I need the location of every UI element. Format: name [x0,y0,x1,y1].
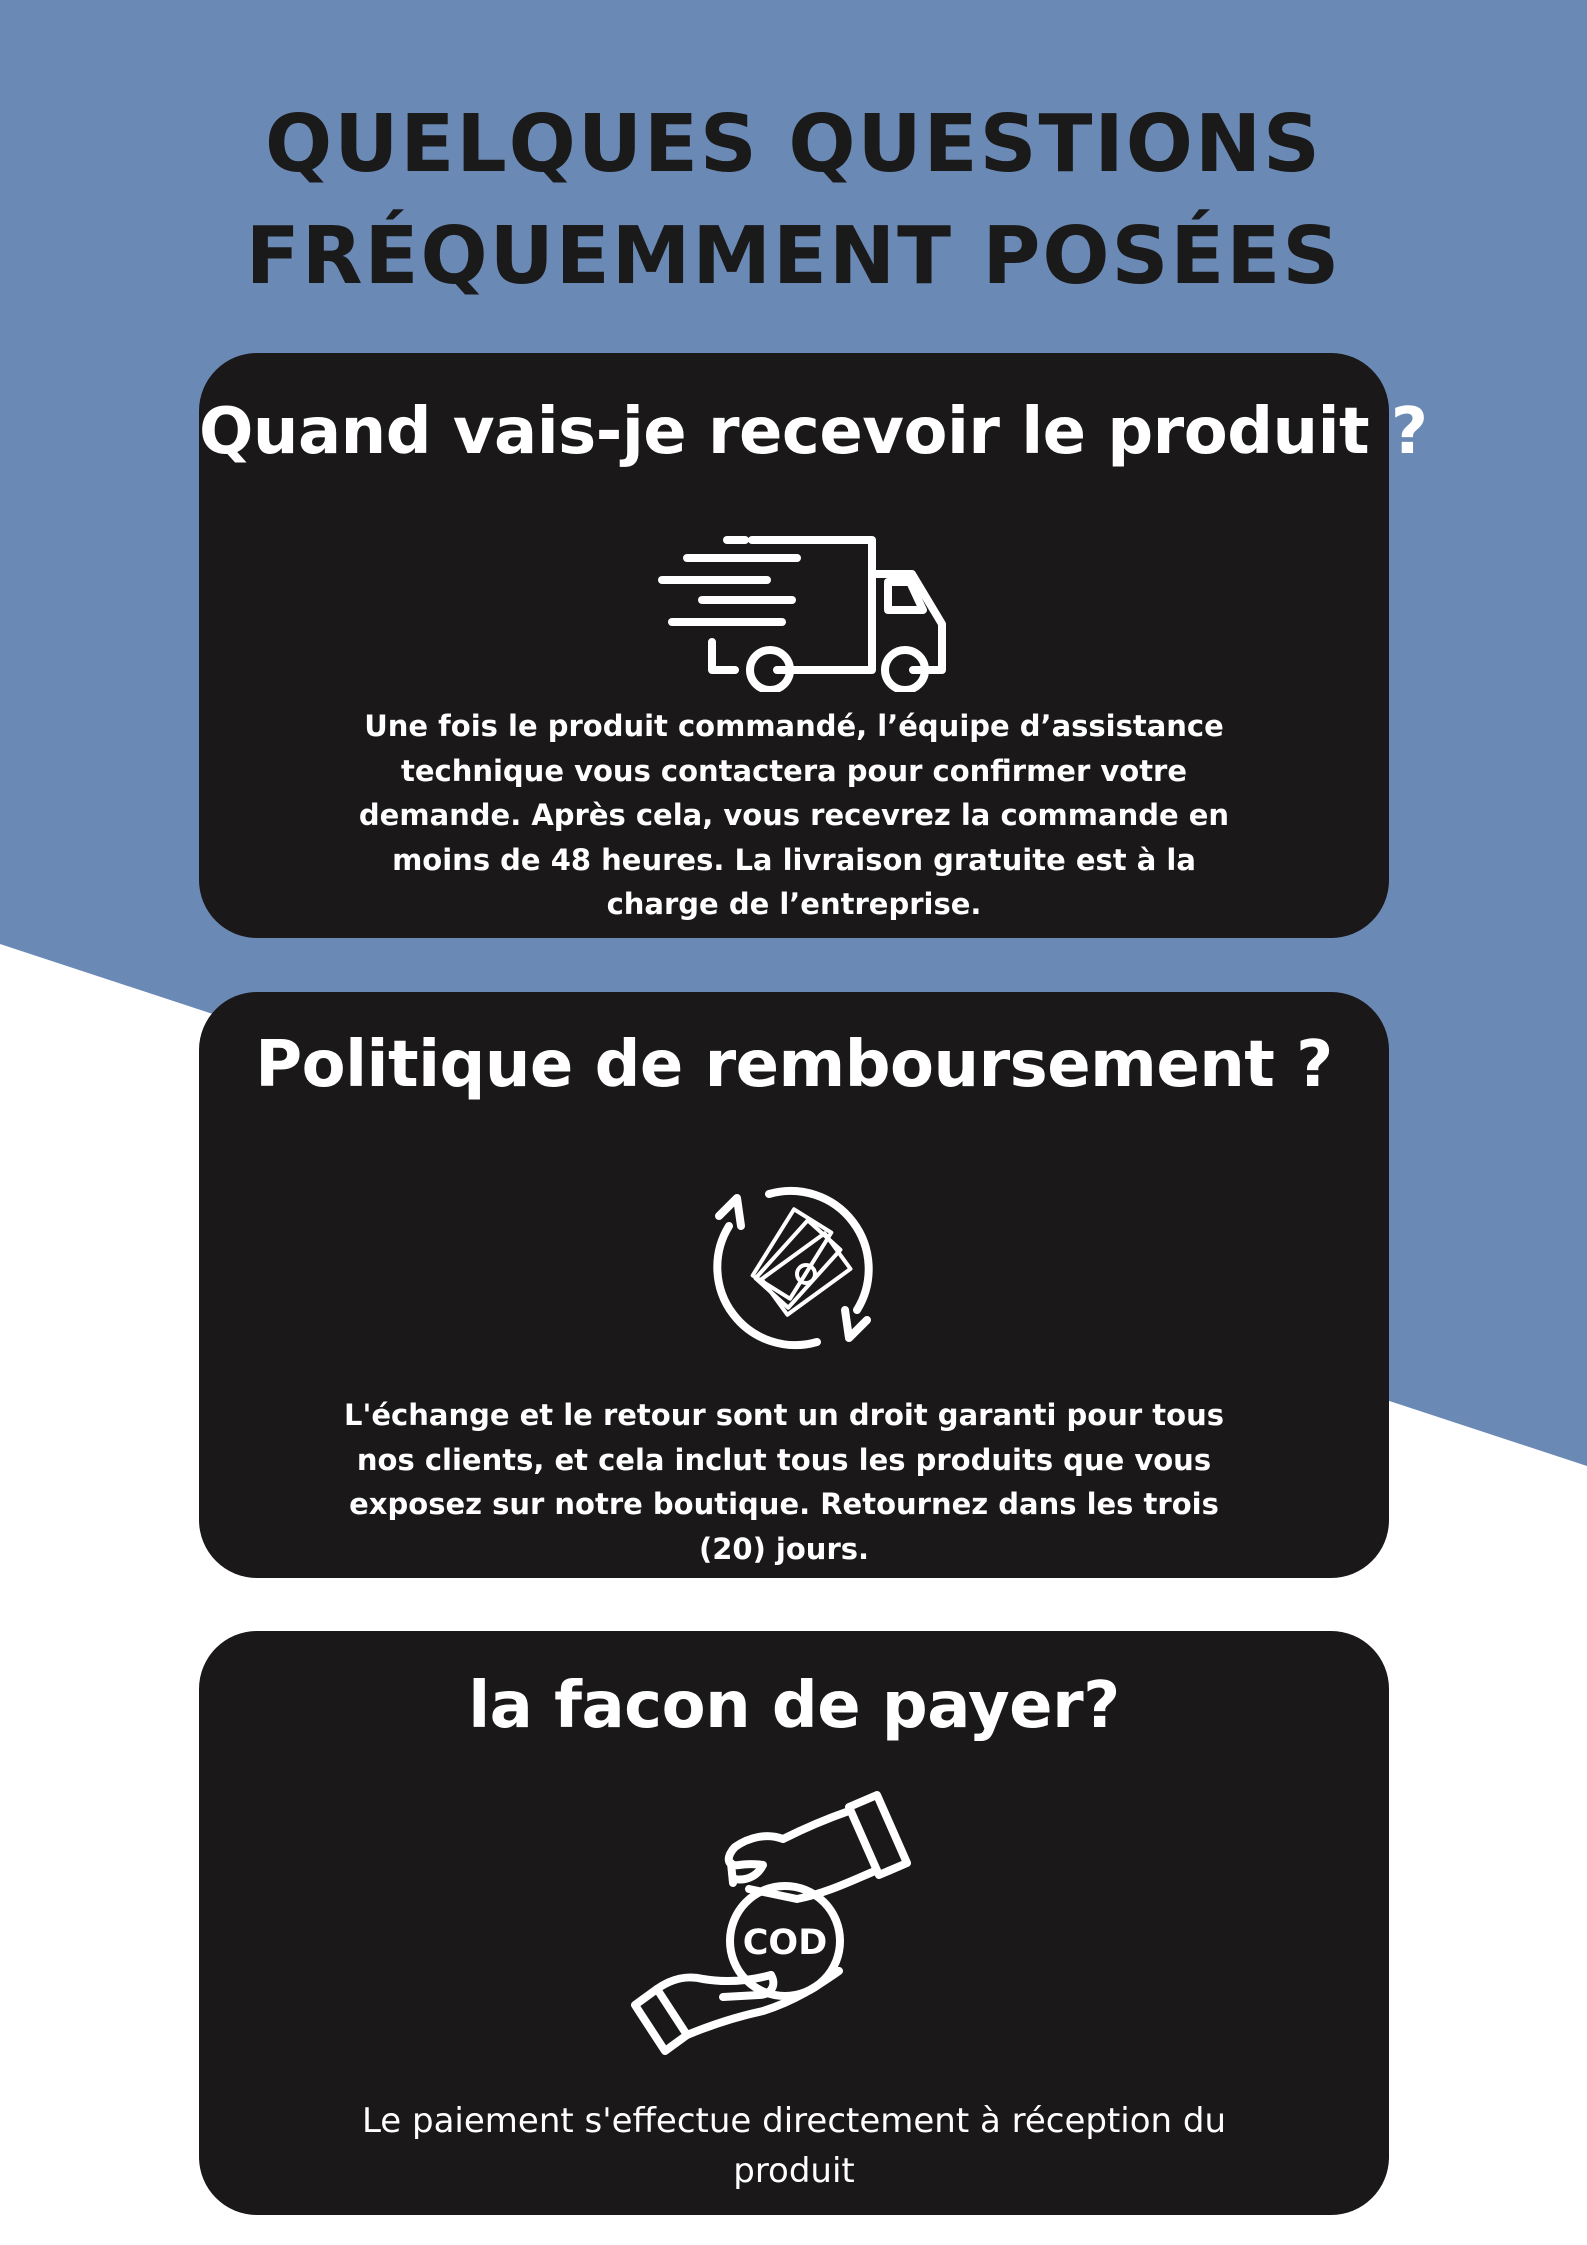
faq-card-payment [199,1631,1389,2215]
faq-card-delivery [199,353,1428,938]
money-refund-icon [707,1182,879,1354]
faq-card-refund [199,992,1389,1578]
delivery-truck-icon [657,534,949,692]
faq-question-payment: la facon de payer? [468,1669,1120,1743]
page-title-line-2: FRÉQUEMMENT POSÉES [245,210,1342,302]
faq-answer-delivery: Une fois le produit commandé, l’équipe d’assistance technique vous contactera pour confirmer votre demande. Après cela, vous recevrez la commande en moins de 48 heures. La livraison gratuite est à la charge de l’entreprise. [358,709,1230,921]
page-title-line-1: QUELQUES QUESTIONS [265,98,1322,190]
page-title [0,88,1587,312]
faq-answer-payment: Le paiement s'effectue directement à réception du produit [361,2101,1227,2191]
cash-on-delivery-icon [631,1789,935,2075]
faq-question-refund: Politique de remboursement ? [255,1028,1333,1102]
faq-question-delivery: Quand vais-je recevoir le produit ? [199,395,1428,469]
cod-label: COD [742,1923,828,1963]
faq-answer-refund: L'échange et le retour sont un droit garanti pour tous nos clients, et cela inclut tous les produits que vous exposez sur notre boutique. Retournez dans les trois (20) jours. [344,1398,1224,1566]
